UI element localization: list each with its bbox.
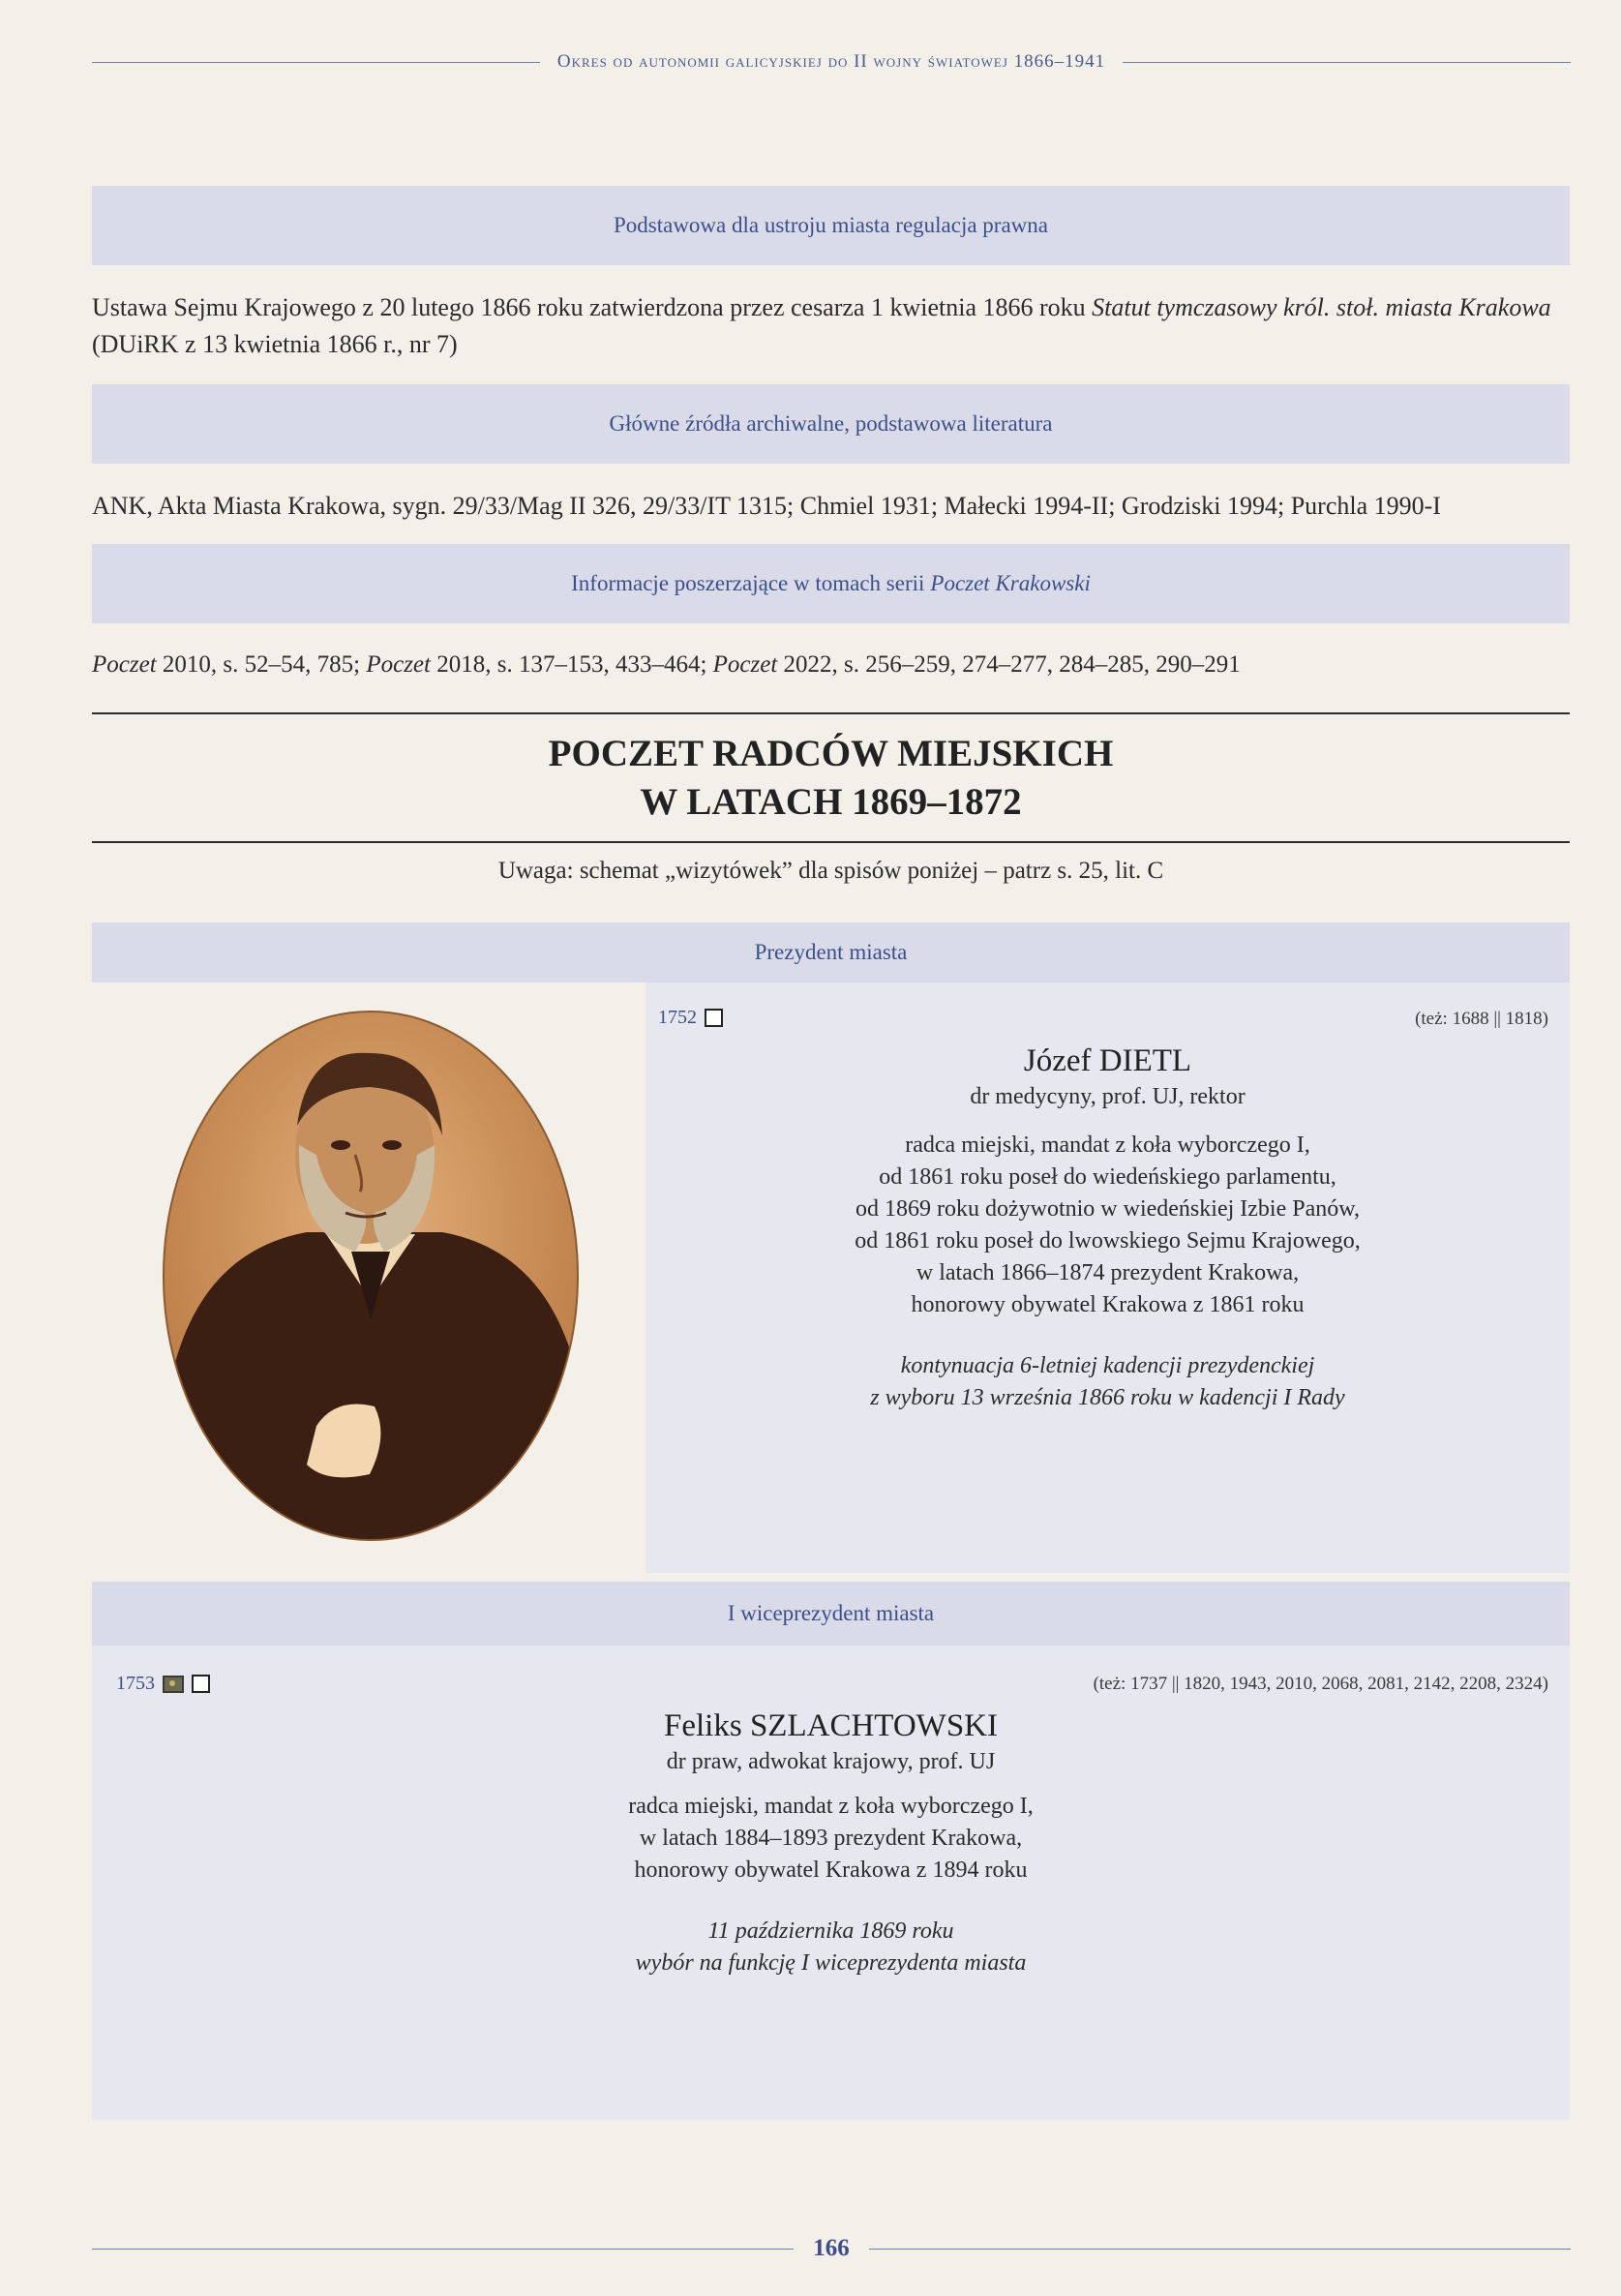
- title-rule-top: [92, 712, 1570, 714]
- section-band-legal-basis: [92, 186, 1570, 265]
- president-degree: dr medycyny, prof. UJ, rektor: [970, 1084, 1246, 1109]
- main-title-line2: W LATACH 1869–1872: [640, 781, 1022, 823]
- president-info: [645, 1130, 1570, 1321]
- page-number: 166: [813, 2235, 850, 2261]
- sources-text: ANK, Akta Miasta Krakowa, sygn. 29/33/Mag II 326, 29/33/IT 1315; Chmiel 1931; Małecki 1994-II; Grodziski 1994; Purchla 1990-I: [92, 492, 1441, 520]
- legal-basis-paragraph: [92, 289, 1573, 363]
- president-band-title: Prezydent miasta: [754, 940, 908, 964]
- ref3-pages: 2022, s. 256–259, 274–277, 284–285, 290–291: [783, 651, 1241, 678]
- header-rule-left: [92, 62, 540, 63]
- photo-icon: [163, 1676, 184, 1693]
- vice-president-note-line: 11 października 1869 roku: [707, 1918, 954, 1944]
- vice-president-degree: dr praw, adwokat krajowy, prof. UJ: [666, 1749, 996, 1774]
- sources-paragraph: [92, 488, 1573, 525]
- president-last-name: DIETL: [1098, 1043, 1192, 1078]
- running-header-text: Okres od autonomii galicyjskiej do II wojny światowej 1866–1941: [556, 51, 1106, 72]
- ref2-series: Poczet: [366, 651, 431, 678]
- section-band-sources: [92, 384, 1570, 464]
- extended-paragraph: [92, 647, 1573, 683]
- president-note-line: kontynuacja 6-letniej kadencji prezydenckiej: [900, 1353, 1315, 1378]
- section-band-extended: [92, 544, 1570, 623]
- vice-president-details: [92, 1706, 1570, 1979]
- vice-president-info-line: honorowy obywatel Krakowa z 1894 roku: [634, 1858, 1028, 1883]
- vice-president-see-also: (też: 1737 || 1820, 1943, 2010, 2068, 2081, 2142, 2208, 2324): [1093, 1674, 1548, 1694]
- president-number: 1752: [658, 1007, 697, 1028]
- vice-president-info-line: w latach 1884–1893 prezydent Krakowa,: [639, 1826, 1023, 1851]
- vice-president-first-name: Feliks: [664, 1708, 742, 1743]
- president-name: [645, 1041, 1570, 1081]
- checkbox-icon: [705, 1009, 723, 1027]
- checkbox-icon: [192, 1675, 210, 1693]
- president-note-line: z wyboru 13 września 1866 roku w kadencji I Rady: [870, 1385, 1345, 1410]
- vice-president-entry-number: [116, 1673, 210, 1695]
- header-rule-right: [1123, 62, 1571, 63]
- section-band-president: [92, 922, 1570, 982]
- section-title-legal-basis: Podstawowa dla ustroju miasta regulacja prawna: [613, 213, 1048, 237]
- ref2-pages: 2018, s. 137–153, 433–464;: [436, 651, 707, 678]
- footer-rule-right: [869, 2249, 1571, 2250]
- president-info-line: w latach 1866–1874 prezydent Krakowa,: [916, 1260, 1300, 1285]
- president-entry-number: [658, 1007, 723, 1029]
- legal-basis-text: Ustawa Sejmu Krajowego z 20 lutego 1866 roku zatwierdzona przez cesarza 1 kwietnia 1866 roku: [92, 293, 1086, 321]
- title-rule-bottom: [92, 841, 1570, 843]
- running-header: [92, 45, 1571, 79]
- main-title: [92, 730, 1570, 827]
- section-title-extended: Informacje poszerzające w tomach serii: [571, 571, 925, 595]
- legal-basis-source: (DUiRK z 13 kwietnia 1866 r., nr 7): [92, 330, 458, 358]
- legal-basis-statute: Statut tymczasowy król. stoł. miasta Krakowa: [1092, 293, 1551, 321]
- vice-president-info-line: radca miejski, mandat z koła wyborczego I,: [628, 1794, 1034, 1819]
- vice-president-band-title: I wiceprezydent miasta: [727, 1601, 935, 1625]
- president-details: [645, 1041, 1570, 1414]
- section-title-extended-series: Poczet Krakowski: [930, 571, 1091, 595]
- schema-note: Uwaga: schemat „wizytówek” dla spisów poniżej – patrz s. 25, lit. C: [497, 858, 1164, 884]
- president-first-name: Józef: [1023, 1043, 1092, 1078]
- president-info-line: od 1869 roku dożywotnio w wiedeńskiej Izbie Panów,: [855, 1196, 1360, 1222]
- vice-president-note: [92, 1916, 1570, 1979]
- president-see-also: (też: 1688 || 1818): [1415, 1009, 1548, 1029]
- page-footer: [92, 2231, 1571, 2266]
- president-info-line: radca miejski, mandat z koła wyborczego I,: [905, 1133, 1310, 1158]
- vice-president-name: [92, 1706, 1570, 1746]
- main-title-line1: POCZET RADCÓW MIEJSKICH: [548, 733, 1114, 774]
- portrait-photo: [162, 1010, 580, 1542]
- vice-president-last-name: SZLACHTOWSKI: [749, 1708, 998, 1743]
- president-note: [645, 1350, 1570, 1414]
- footer-rule-left: [92, 2249, 794, 2250]
- ref1-pages: 2010, s. 52–54, 785;: [162, 651, 361, 678]
- vice-president-note-line: wybór na funkcję I wiceprezydenta miasta: [635, 1950, 1027, 1976]
- ref3-series: Poczet: [712, 651, 778, 678]
- president-info-line: od 1861 roku poseł do lwowskiego Sejmu Krajowego,: [855, 1228, 1361, 1254]
- president-info-line: honorowy obywatel Krakowa z 1861 roku: [911, 1292, 1305, 1317]
- section-title-sources: Główne źródła archiwalne, podstawowa literatura: [609, 411, 1053, 436]
- vice-president-number: 1753: [116, 1673, 155, 1694]
- vice-president-info: [92, 1791, 1570, 1887]
- section-band-vice-president: [92, 1582, 1570, 1646]
- ref1-series: Poczet: [92, 651, 157, 678]
- president-info-line: od 1861 roku poseł do wiedeńskiego parlamentu,: [879, 1164, 1336, 1190]
